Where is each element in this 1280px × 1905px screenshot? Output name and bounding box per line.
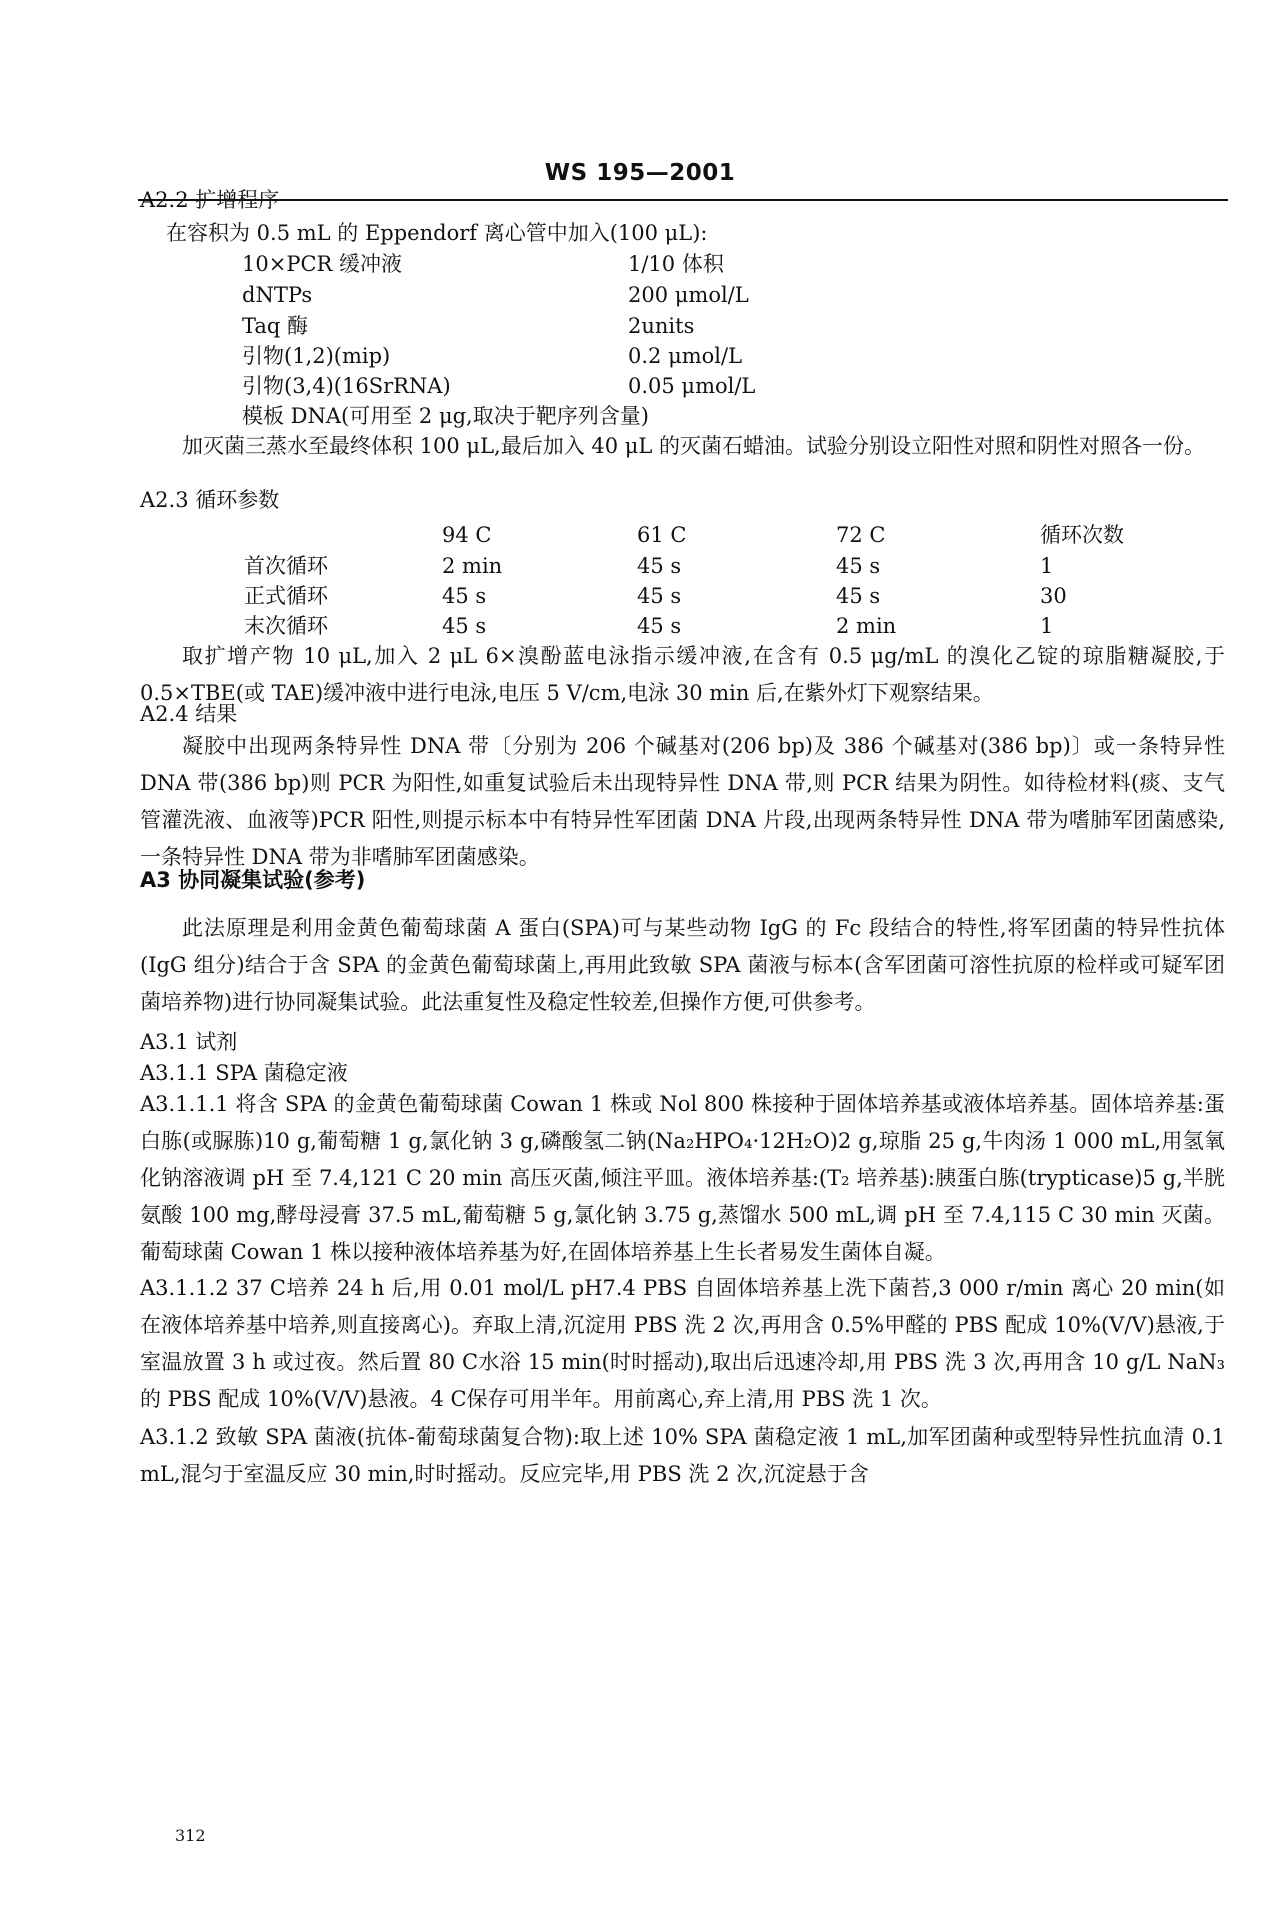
section-heading-a3-1-1: A3.1.1 SPA 菌稳定液: [140, 1061, 348, 1085]
table-cell: 45 s: [637, 554, 682, 578]
table-row-label: 正式循环: [244, 584, 328, 608]
a3-paragraph: 此法原理是利用金黄色葡萄球菌 A 蛋白(SPA)可与某些动物 IgG 的 Fc 段结合的特性,将军团菌的特异性抗体(IgG 组分)结合于含 SPA 的金黄色葡萄球菌上,再用此致敏 SPA 菌液与标本(含军团菌可溶性抗原的检样或可疑军团菌培养物)进行协同凝集试验。此法重复性及稳定性较差,但操作方便,可供参考。: [140, 916, 1225, 1014]
header-rule: [138, 199, 1228, 201]
table-cell: 45 s: [442, 614, 487, 638]
reagent-name: 引物(1,2)(mip): [242, 344, 391, 368]
a3-1-2-paragraph: A3.1.2 致敏 SPA 菌液(抗体-葡萄球菌复合物):取上述 10% SPA 菌稳定液 1 mL,加军团菌种或型特异性抗血清 0.1 mL,混匀于室温反应 30 min,时时摇动。反应完毕,用 PBS 洗 2 次,沉淀悬于含: [140, 1425, 1225, 1486]
reagent-name: dNTPs: [242, 283, 313, 307]
template-dna-line: 模板 DNA(可用至 2 μg,取决于靶序列含量): [242, 404, 649, 428]
section-heading-a2-3: A2.3 循环参数: [140, 488, 280, 512]
table-cell: 30: [1040, 584, 1067, 608]
page-header-title: WS 195—2001: [544, 160, 736, 186]
section-heading-a2-4: A2.4 结果: [140, 702, 238, 726]
table-cell: 2 min: [836, 614, 897, 638]
a3-1-1-2-paragraph: A3.1.1.2 37 C培养 24 h 后,用 0.01 mol/L pH7.4 PBS 自固体培养基上洗下菌苔,3 000 r/min 离心 20 min(如在液体培养基中培养,则直接离心)。弃取上清,沉淀用 PBS 洗 2 次,再用含 0.5%甲醛的 PBS 配成 10%(V/V)悬液,于室温放置 3 h 或过夜。然后置 80 C水浴 15 min(时时摇动),取出后迅速冷却,用 PBS 洗 3 次,再用含 10 g/L NaN₃ 的 PBS 配成 10%(V/V)悬液。4 C保存可用半年。用前离心,弃上清,用 PBS 洗 1 次。: [140, 1276, 1225, 1411]
table-cell: 45 s: [637, 614, 682, 638]
reagent-name: 10×PCR 缓冲液: [242, 252, 403, 276]
table-cell: 1: [1040, 554, 1054, 578]
table-cell: 45 s: [836, 554, 881, 578]
section-heading-a3-1: A3.1 试剂: [140, 1030, 238, 1054]
section-heading-a3: A3 协同凝集试验(参考): [140, 868, 366, 892]
reagent-name: 引物(3,4)(16SrRNA): [242, 374, 451, 398]
a2-3-paragraph: 取扩增产物 10 μL,加入 2 μL 6×溴酚蓝电泳指示缓冲液,在含有 0.5 μg/mL 的溴化乙锭的琼脂糖凝胶,于 0.5×TBE(或 TAE)缓冲液中进行电泳,电压 5 V/cm,电泳 30 min 后,在紫外灯下观察结果。: [140, 644, 1225, 705]
reagent-name: Taq 酶: [242, 314, 309, 338]
a2-4-paragraph: 凝胶中出现两条特异性 DNA 带〔分别为 206 个碱基对(206 bp)及 386 个碱基对(386 bp)〕或一条特异性 DNA 带(386 bp)则 PCR 为阳性,如重复试验后未出现特异性 DNA 带,则 PCR 结果为阴性。如待检材料(痰、支气管灌洗液、血液等)PCR 阳性,则提示标本中有特异性军团菌 DNA 片段,出现两条特异性 DNA 带为嗜肺军团菌感染,一条特异性 DNA 带为非嗜肺军团菌感染。: [140, 734, 1225, 869]
reagent-amount: 0.2 μmol/L: [628, 344, 743, 368]
reagent-amount: 0.05 μmol/L: [628, 374, 756, 398]
a2-2-paragraph: 加灭菌三蒸水至最终体积 100 μL,最后加入 40 μL 的灭菌石蜡油。试验分别设立阳性对照和阴性对照各一份。: [182, 434, 1206, 458]
table-header-cell: 94 C: [442, 523, 492, 547]
table-cell: 2 min: [442, 554, 503, 578]
table-cell: 45 s: [637, 584, 682, 608]
section-heading-a2-2: A2.2 扩增程序: [140, 188, 280, 212]
reagent-amount: 2units: [628, 314, 695, 338]
table-cell: 1: [1040, 614, 1054, 638]
reagent-amount: 200 μmol/L: [628, 283, 749, 307]
reagent-amount: 1/10 体积: [628, 252, 724, 276]
table-cell: 45 s: [442, 584, 487, 608]
table-row-label: 首次循环: [244, 554, 328, 578]
table-cell: 45 s: [836, 584, 881, 608]
page-number: 312: [175, 1826, 206, 1845]
table-header-cell: 61 C: [637, 523, 687, 547]
table-header-cell: 循环次数: [1040, 523, 1124, 547]
table-header-cell: 72 C: [836, 523, 886, 547]
table-row-label: 末次循环: [244, 614, 328, 638]
a3-1-1-1-paragraph: A3.1.1.1 将含 SPA 的金黄色葡萄球菌 Cowan 1 株或 Nol 800 株接种于固体培养基或液体培养基。固体培养基:蛋白胨(或脲胨)10 g,葡萄糖 1 g,氯化钠 3 g,磷酸氢二钠(Na₂HPO₄·12H₂O)2 g,琼脂 25 g,牛肉汤 1 000 mL,用氢氧化钠溶液调 pH 至 7.4,121 C 20 min 高压灭菌,倾注平皿。液体培养基:(T₂ 培养基):胰蛋白胨(trypticase)5 g,半胱氨酸 100 mg,酵母浸膏 37.5 mL,葡萄糖 5 g,氯化钠 3.75 g,蒸馏水 500 mL,调 pH 至 7.4,115 C 30 min 灭菌。葡萄球菌 Cowan 1 株以接种液体培养基为好,在固体培养基上生长者易发生菌体自凝。: [140, 1092, 1225, 1264]
a2-2-intro: 在容积为 0.5 mL 的 Eppendorf 离心管中加入(100 μL):: [166, 221, 708, 245]
